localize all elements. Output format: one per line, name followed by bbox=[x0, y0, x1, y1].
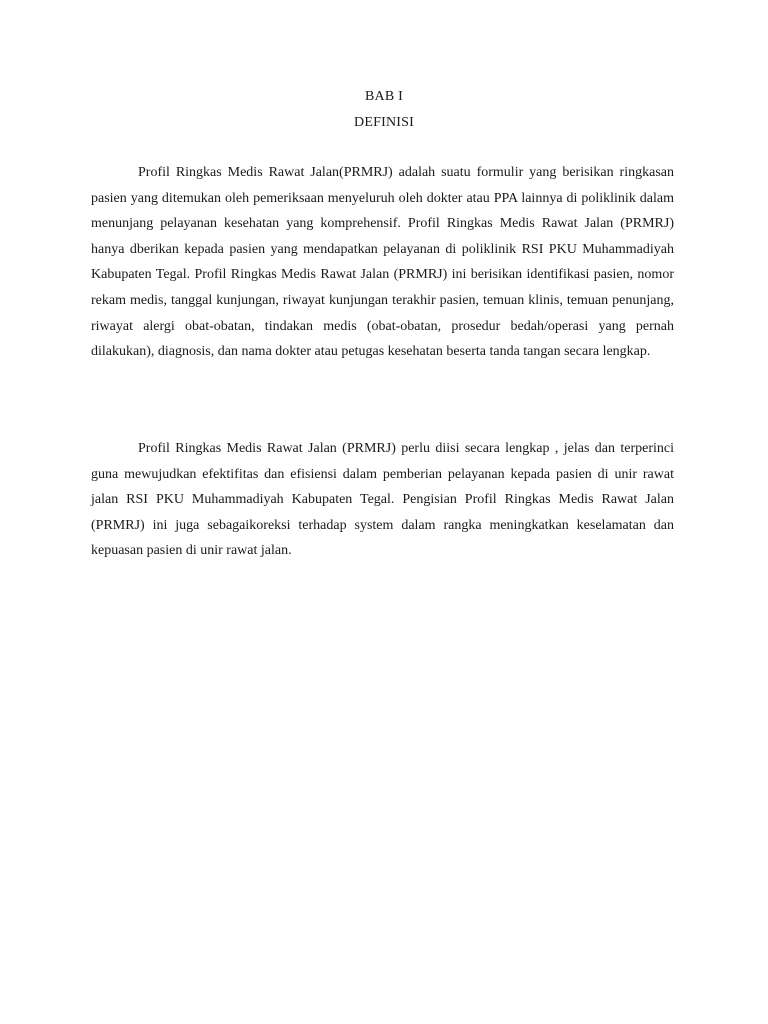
paragraph-purpose: Profil Ringkas Medis Rawat Jalan (PRMRJ) perlu diisi secara lengkap , jelas dan terperinci guna mewujudkan efektifitas dan efisiensi dalam pemberian pelayanan kepada pasien di unir rawat jalan RSI PKU Muhammadiyah Kabupaten Tegal. Pengisian Profil Ringkas Medis Rawat Jalan (PRMRJ) ini juga sebagaikoreksi terhadap system dalam rangka meningkatkan keselamatan dan kepuasan pasien di unir rawat jalan. bbox=[91, 441, 674, 559]
chapter-heading: BAB I bbox=[365, 89, 403, 104]
paragraph-definition: Profil Ringkas Medis Rawat Jalan(PRMRJ) adalah suatu formulir yang berisikan ringkasan pasien yang ditemukan oleh pemeriksaan menyeluruh oleh dokter atau PPA lainnya di poliklinik dalam menunjang pelayanan kesehatan yang komprehensif. Profil Ringkas Medis Rawat Jalan (PRMRJ) hanya dberikan kepada pasien yang mendapatkan pelayanan di poliklinik RSI PKU Muhammadiyah Kabupaten Tegal. Profil Ringkas Medis Rawat Jalan (PRMRJ) ini berisikan identifikasi pasien, nomor rekam medis, tanggal kunjungan, riwayat kunjungan terakhir pasien, temuan klinis, temuan penunjang, riwayat alergi obat-obatan, tindakan medis (obat-obatan, prosedur bedah/operasi yang pernah dilakukan), diagnosis, dan nama dokter atau petugas kesehatan beserta tanda tangan secara lengkap. bbox=[91, 165, 674, 360]
section-title: DEFINISI bbox=[354, 115, 414, 130]
